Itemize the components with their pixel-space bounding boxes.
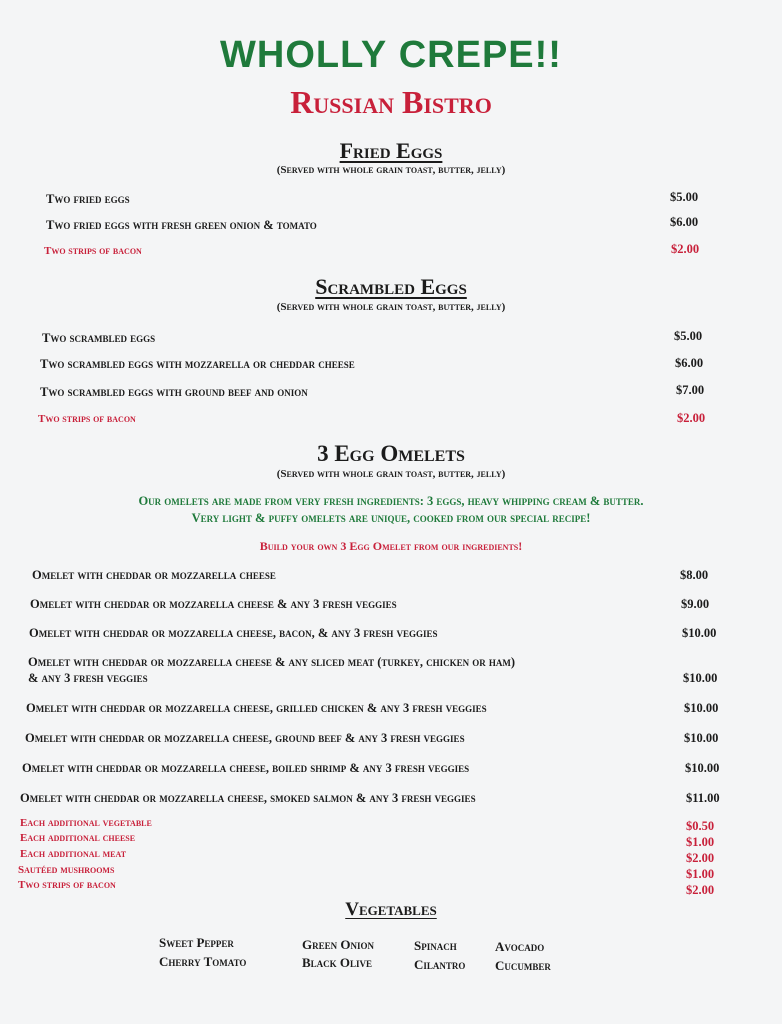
menu-item-price: $10.00 xyxy=(682,626,717,640)
build-your-own-line: Build your own 3 Egg Omelet from our ingredients! xyxy=(259,539,523,553)
vegetables-heading: Vegetables xyxy=(345,899,437,920)
menu-item-price: $10.00 xyxy=(683,671,718,685)
menu-item-name: Two scrambled eggs with ground beef and onion xyxy=(40,385,308,399)
extra-item-name: Each additional meat xyxy=(20,848,127,860)
omelets-note: (Served with whole grain toast, butter, jelly) xyxy=(276,468,506,480)
scrambled-eggs-note: (Served with whole grain toast, butter, jelly) xyxy=(276,301,506,313)
extra-item-name: Sautéed mushrooms xyxy=(18,864,115,876)
restaurant-title xyxy=(0,34,782,77)
menu-item-name: Two strips of bacon xyxy=(44,245,142,257)
omelets-heading: 3 Egg Omelets xyxy=(317,441,465,466)
menu-item-name: Omelet with cheddar or mozzarella cheese xyxy=(32,568,276,582)
extra-item-price: $0.50 xyxy=(686,819,715,833)
vegetable-item: Spinach xyxy=(414,938,457,953)
menu-item-price: $5.00 xyxy=(674,329,703,343)
extra-item-price: $2.00 xyxy=(686,851,715,865)
menu-item-name: Two fried eggs xyxy=(46,192,130,206)
vegetable-item: Green Onion xyxy=(302,937,374,952)
scrambled-eggs-heading: Scrambled Eggs xyxy=(315,274,467,299)
menu-item-price: $10.00 xyxy=(684,701,719,715)
vegetable-item: Cucumber xyxy=(495,958,551,973)
menu-item-price: $11.00 xyxy=(686,791,720,805)
menu-item-price: $8.00 xyxy=(680,568,709,582)
omelets-description: Our omelets are made from very fresh ingredients: 3 eggs, heavy whipping cream & butter. xyxy=(138,494,644,508)
title-part1: WHOLLY xyxy=(220,34,388,76)
vegetable-item: Black Olive xyxy=(302,955,373,970)
menu-item-price: $7.00 xyxy=(676,383,705,397)
menu-item-name: Two fried eggs with fresh green onion & tomato xyxy=(46,218,317,232)
menu-item-name: Omelet with cheddar or mozzarella cheese, bacon, & any 3 fresh veggies xyxy=(29,626,438,640)
vegetable-item: Avocado xyxy=(495,939,545,954)
menu-item-price: $5.00 xyxy=(670,190,699,204)
fried-eggs-note: (Served with whole grain toast, butter, jelly) xyxy=(276,164,506,176)
menu-item-name: Two strips of bacon xyxy=(38,413,136,425)
vegetable-item: Cilantro xyxy=(414,957,466,972)
menu-item-price: $9.00 xyxy=(681,597,710,611)
vegetable-item: Sweet Pepper xyxy=(159,935,234,950)
menu-item-price: $2.00 xyxy=(677,411,706,425)
menu-item-price: $10.00 xyxy=(684,731,719,745)
extra-item-name: Each additional vegetable xyxy=(20,817,152,829)
title-part2: CREPE!! xyxy=(398,34,562,76)
menu-item-name: Two scrambled eggs xyxy=(42,331,156,345)
menu-item-name: Omelet with cheddar or mozzarella cheese & any sliced meat (turkey, chicken or ham) xyxy=(28,655,516,669)
menu-item-name-continued: & any 3 fresh veggies xyxy=(28,671,148,685)
menu-item-price: $6.00 xyxy=(670,215,699,229)
fried-eggs-heading: Fried Eggs xyxy=(339,138,443,163)
extra-item-price: $2.00 xyxy=(686,883,715,897)
menu-item-name: Omelet with cheddar or mozzarella cheese, grilled chicken & any 3 fresh veggies xyxy=(26,701,487,715)
extra-item-name: Two strips of bacon xyxy=(18,879,116,891)
menu-item-name: Omelet with cheddar or mozzarella cheese & any 3 fresh veggies xyxy=(30,597,397,611)
menu-item-name: Two scrambled eggs with mozzarella or cheddar cheese xyxy=(40,357,355,371)
menu-item-price: $10.00 xyxy=(685,761,720,775)
menu-item-name: Omelet with cheddar or mozzarella cheese, ground beef & any 3 fresh veggies xyxy=(25,731,465,745)
extra-item-name: Each additional cheese xyxy=(20,832,136,844)
menu-item-name: Omelet with cheddar or mozzarella cheese, smoked salmon & any 3 fresh veggies xyxy=(20,791,476,805)
vegetable-item: Cherry Tomato xyxy=(159,954,247,969)
menu-item-name: Omelet with cheddar or mozzarella cheese, boiled shrimp & any 3 fresh veggies xyxy=(22,761,470,775)
omelets-description-2: Very light & puffy omelets are unique, cooked from our special recipe! xyxy=(191,511,591,525)
extra-item-price: $1.00 xyxy=(686,867,715,881)
menu-item-price: $2.00 xyxy=(671,242,700,256)
extra-item-price: $1.00 xyxy=(686,835,715,849)
restaurant-subtitle: Russian Bistro xyxy=(290,84,492,120)
menu-item-price: $6.00 xyxy=(675,356,704,370)
